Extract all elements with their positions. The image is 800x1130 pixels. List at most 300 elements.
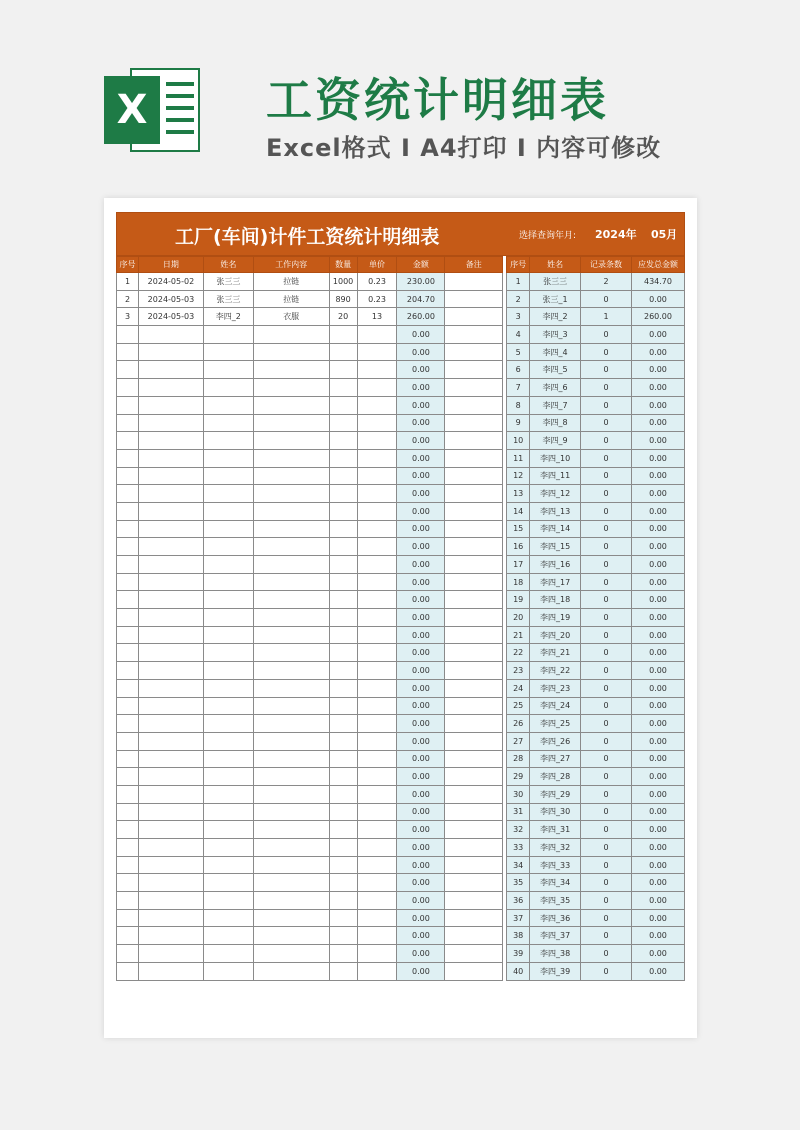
cell-qty-empty[interactable] — [329, 414, 357, 432]
summary-cell-name[interactable]: 李四_26 — [530, 732, 581, 750]
cell-date-empty[interactable] — [138, 502, 203, 520]
cell-price-empty[interactable] — [357, 768, 397, 786]
cell-date-empty[interactable] — [138, 697, 203, 715]
cell-name-empty[interactable] — [203, 803, 253, 821]
summary-cell-name[interactable]: 李四_18 — [530, 591, 581, 609]
cell-qty-empty[interactable] — [329, 326, 357, 344]
cell-note-empty[interactable] — [445, 644, 503, 662]
cell-qty-empty[interactable] — [329, 573, 357, 591]
cell-qty-empty[interactable] — [329, 785, 357, 803]
cell-qty-empty[interactable] — [329, 679, 357, 697]
summary-cell-name[interactable]: 李四_33 — [530, 856, 581, 874]
cell-no-empty[interactable] — [117, 697, 139, 715]
cell-amount[interactable]: 0.00 — [397, 715, 445, 733]
summary-cell-name[interactable]: 李四_13 — [530, 502, 581, 520]
cell-name-empty[interactable] — [203, 432, 253, 450]
summary-cell-total[interactable]: 260.00 — [631, 308, 684, 326]
cell-qty-empty[interactable] — [329, 803, 357, 821]
summary-cell-count[interactable]: 0 — [581, 449, 632, 467]
cell-amount[interactable]: 0.00 — [397, 697, 445, 715]
summary-cell-name[interactable]: 李四_37 — [530, 927, 581, 945]
summary-cell-count[interactable]: 0 — [581, 361, 632, 379]
summary-cell-no[interactable]: 20 — [507, 609, 530, 627]
summary-cell-name[interactable]: 李四_27 — [530, 750, 581, 768]
cell-note-empty[interactable] — [445, 874, 503, 892]
summary-cell-count[interactable]: 0 — [581, 467, 632, 485]
summary-cell-no[interactable]: 19 — [507, 591, 530, 609]
cell-amount[interactable]: 0.00 — [397, 662, 445, 680]
cell-price-empty[interactable] — [357, 874, 397, 892]
cell-amount[interactable]: 204.70 — [397, 290, 445, 308]
cell-date-empty[interactable] — [138, 892, 203, 910]
cell-qty-empty[interactable] — [329, 432, 357, 450]
summary-cell-total[interactable]: 0.00 — [631, 874, 684, 892]
summary-cell-total[interactable]: 0.00 — [631, 768, 684, 786]
cell-amount[interactable]: 0.00 — [397, 591, 445, 609]
summary-cell-name[interactable]: 李四_30 — [530, 803, 581, 821]
summary-cell-total[interactable]: 0.00 — [631, 962, 684, 980]
cell-note-empty[interactable] — [445, 609, 503, 627]
summary-cell-total[interactable]: 0.00 — [631, 520, 684, 538]
cell-amount[interactable]: 0.00 — [397, 573, 445, 591]
cell-amount[interactable]: 230.00 — [397, 273, 445, 291]
cell-name-empty[interactable] — [203, 856, 253, 874]
cell-no-empty[interactable] — [117, 821, 139, 839]
cell-work-empty[interactable] — [253, 856, 329, 874]
summary-cell-total[interactable]: 0.00 — [631, 326, 684, 344]
summary-cell-no[interactable]: 35 — [507, 874, 530, 892]
cell-note-empty[interactable] — [445, 785, 503, 803]
cell-name-empty[interactable] — [203, 644, 253, 662]
cell-no-empty[interactable] — [117, 962, 139, 980]
cell-date-empty[interactable] — [138, 803, 203, 821]
cell-no-empty[interactable] — [117, 573, 139, 591]
cell-work-empty[interactable] — [253, 326, 329, 344]
cell-note-empty[interactable] — [445, 485, 503, 503]
cell-date-empty[interactable] — [138, 449, 203, 467]
cell-note-empty[interactable] — [445, 502, 503, 520]
cell-amount[interactable]: 0.00 — [397, 379, 445, 397]
summary-cell-count[interactable]: 0 — [581, 290, 632, 308]
summary-cell-total[interactable]: 0.00 — [631, 679, 684, 697]
cell-amount[interactable]: 0.00 — [397, 467, 445, 485]
summary-cell-no[interactable]: 1 — [507, 273, 530, 291]
cell-name-empty[interactable] — [203, 662, 253, 680]
cell-amount[interactable]: 0.00 — [397, 432, 445, 450]
summary-cell-total[interactable]: 0.00 — [631, 785, 684, 803]
cell-work-empty[interactable] — [253, 679, 329, 697]
cell-amount[interactable]: 0.00 — [397, 326, 445, 344]
cell-name-empty[interactable] — [203, 679, 253, 697]
cell-amount[interactable]: 0.00 — [397, 892, 445, 910]
cell-no-empty[interactable] — [117, 556, 139, 574]
cell-date-empty[interactable] — [138, 467, 203, 485]
summary-cell-total[interactable]: 0.00 — [631, 626, 684, 644]
summary-cell-total[interactable]: 0.00 — [631, 856, 684, 874]
cell-price-empty[interactable] — [357, 679, 397, 697]
cell-note-empty[interactable] — [445, 856, 503, 874]
cell-price-empty[interactable] — [357, 644, 397, 662]
cell-qty-empty[interactable] — [329, 662, 357, 680]
cell-note-empty[interactable] — [445, 750, 503, 768]
cell-no-empty[interactable] — [117, 732, 139, 750]
cell-qty-empty[interactable] — [329, 361, 357, 379]
summary-cell-count[interactable]: 0 — [581, 414, 632, 432]
cell-name[interactable]: 张三三 — [203, 273, 253, 291]
summary-cell-no[interactable]: 16 — [507, 538, 530, 556]
cell-price-empty[interactable] — [357, 449, 397, 467]
cell-note-empty[interactable] — [445, 909, 503, 927]
cell-name-empty[interactable] — [203, 485, 253, 503]
cell-work-empty[interactable] — [253, 449, 329, 467]
cell-amount[interactable]: 0.00 — [397, 945, 445, 963]
summary-cell-count[interactable]: 0 — [581, 856, 632, 874]
cell-qty-empty[interactable] — [329, 768, 357, 786]
summary-cell-name[interactable]: 李四_15 — [530, 538, 581, 556]
cell-name-empty[interactable] — [203, 609, 253, 627]
summary-cell-total[interactable]: 0.00 — [631, 290, 684, 308]
cell-work-empty[interactable] — [253, 945, 329, 963]
summary-cell-total[interactable]: 0.00 — [631, 821, 684, 839]
cell-note-empty[interactable] — [445, 326, 503, 344]
cell-date-empty[interactable] — [138, 679, 203, 697]
cell-amount[interactable]: 0.00 — [397, 609, 445, 627]
cell-name-empty[interactable] — [203, 449, 253, 467]
summary-cell-name[interactable]: 李四_22 — [530, 662, 581, 680]
cell-no-empty[interactable] — [117, 856, 139, 874]
summary-cell-total[interactable]: 0.00 — [631, 485, 684, 503]
cell-note-empty[interactable] — [445, 520, 503, 538]
cell-no-empty[interactable] — [117, 449, 139, 467]
summary-cell-no[interactable]: 13 — [507, 485, 530, 503]
cell-price-empty[interactable] — [357, 379, 397, 397]
cell-price-empty[interactable] — [357, 502, 397, 520]
cell-date-empty[interactable] — [138, 909, 203, 927]
cell-work-empty[interactable] — [253, 839, 329, 857]
cell-date-empty[interactable] — [138, 556, 203, 574]
summary-cell-name[interactable]: 李四_24 — [530, 697, 581, 715]
summary-cell-no[interactable]: 27 — [507, 732, 530, 750]
cell-date-empty[interactable] — [138, 609, 203, 627]
cell-amount[interactable]: 0.00 — [397, 396, 445, 414]
cell-note-empty[interactable] — [445, 414, 503, 432]
cell-amount[interactable]: 0.00 — [397, 750, 445, 768]
cell-note-empty[interactable] — [445, 945, 503, 963]
cell-qty-empty[interactable] — [329, 856, 357, 874]
cell-no-empty[interactable] — [117, 379, 139, 397]
cell-name-empty[interactable] — [203, 768, 253, 786]
cell-date-empty[interactable] — [138, 927, 203, 945]
summary-cell-no[interactable]: 21 — [507, 626, 530, 644]
summary-cell-name[interactable]: 李四_23 — [530, 679, 581, 697]
cell-qty-empty[interactable] — [329, 556, 357, 574]
cell-price-empty[interactable] — [357, 343, 397, 361]
cell-date-empty[interactable] — [138, 432, 203, 450]
summary-cell-name[interactable]: 李四_9 — [530, 432, 581, 450]
cell-price-empty[interactable] — [357, 432, 397, 450]
cell-no-empty[interactable] — [117, 803, 139, 821]
cell-qty-empty[interactable] — [329, 750, 357, 768]
summary-cell-count[interactable]: 0 — [581, 343, 632, 361]
cell-no-empty[interactable] — [117, 502, 139, 520]
cell-note-empty[interactable] — [445, 343, 503, 361]
cell-date[interactable]: 2024-05-03 — [138, 290, 203, 308]
cell-work-empty[interactable] — [253, 379, 329, 397]
cell-amount[interactable]: 0.00 — [397, 803, 445, 821]
cell-no-empty[interactable] — [117, 626, 139, 644]
cell-price-empty[interactable] — [357, 609, 397, 627]
cell-name[interactable]: 李四_2 — [203, 308, 253, 326]
cell-qty-empty[interactable] — [329, 396, 357, 414]
cell-no-empty[interactable] — [117, 839, 139, 857]
cell-work-empty[interactable] — [253, 697, 329, 715]
summary-cell-count[interactable]: 0 — [581, 768, 632, 786]
summary-cell-no[interactable]: 30 — [507, 785, 530, 803]
summary-cell-count[interactable]: 0 — [581, 573, 632, 591]
cell-no-empty[interactable] — [117, 874, 139, 892]
cell-date-empty[interactable] — [138, 644, 203, 662]
cell-work-empty[interactable] — [253, 662, 329, 680]
summary-cell-no[interactable]: 10 — [507, 432, 530, 450]
summary-cell-no[interactable]: 14 — [507, 502, 530, 520]
summary-cell-no[interactable]: 40 — [507, 962, 530, 980]
cell-qty-empty[interactable] — [329, 467, 357, 485]
cell-work[interactable]: 拉链 — [253, 273, 329, 291]
cell-no-empty[interactable] — [117, 785, 139, 803]
summary-cell-count[interactable]: 1 — [581, 308, 632, 326]
cell-date-empty[interactable] — [138, 750, 203, 768]
summary-cell-name[interactable]: 张三三 — [530, 273, 581, 291]
cell-note-empty[interactable] — [445, 396, 503, 414]
summary-cell-no[interactable]: 2 — [507, 290, 530, 308]
summary-cell-no[interactable]: 26 — [507, 715, 530, 733]
cell-note[interactable] — [445, 290, 503, 308]
cell-date-empty[interactable] — [138, 573, 203, 591]
summary-cell-total[interactable]: 0.00 — [631, 644, 684, 662]
summary-cell-total[interactable]: 0.00 — [631, 556, 684, 574]
cell-qty-empty[interactable] — [329, 485, 357, 503]
cell-name-empty[interactable] — [203, 962, 253, 980]
cell-no-empty[interactable] — [117, 715, 139, 733]
cell-name-empty[interactable] — [203, 396, 253, 414]
summary-cell-count[interactable]: 0 — [581, 502, 632, 520]
cell-date[interactable]: 2024-05-03 — [138, 308, 203, 326]
cell-date[interactable]: 2024-05-02 — [138, 273, 203, 291]
cell-work-empty[interactable] — [253, 343, 329, 361]
summary-cell-name[interactable]: 李四_2 — [530, 308, 581, 326]
cell-name-empty[interactable] — [203, 839, 253, 857]
cell-no[interactable]: 3 — [117, 308, 139, 326]
cell-date-empty[interactable] — [138, 821, 203, 839]
summary-cell-name[interactable]: 李四_34 — [530, 874, 581, 892]
summary-cell-no[interactable]: 34 — [507, 856, 530, 874]
summary-cell-count[interactable]: 0 — [581, 945, 632, 963]
cell-note-empty[interactable] — [445, 573, 503, 591]
summary-cell-name[interactable]: 李四_10 — [530, 449, 581, 467]
cell-amount[interactable]: 0.00 — [397, 909, 445, 927]
cell-work-empty[interactable] — [253, 414, 329, 432]
cell-price-empty[interactable] — [357, 485, 397, 503]
cell-date-empty[interactable] — [138, 945, 203, 963]
summary-cell-total[interactable]: 0.00 — [631, 396, 684, 414]
cell-work-empty[interactable] — [253, 892, 329, 910]
cell-name[interactable]: 张三三 — [203, 290, 253, 308]
cell-note-empty[interactable] — [445, 379, 503, 397]
cell-note-empty[interactable] — [445, 892, 503, 910]
summary-cell-name[interactable]: 李四_11 — [530, 467, 581, 485]
summary-cell-name[interactable]: 李四_4 — [530, 343, 581, 361]
summary-cell-count[interactable]: 0 — [581, 485, 632, 503]
cell-price-empty[interactable] — [357, 520, 397, 538]
cell-note-empty[interactable] — [445, 821, 503, 839]
cell-date-empty[interactable] — [138, 414, 203, 432]
cell-name-empty[interactable] — [203, 626, 253, 644]
cell-price-empty[interactable] — [357, 732, 397, 750]
cell-name-empty[interactable] — [203, 414, 253, 432]
cell-work-empty[interactable] — [253, 909, 329, 927]
summary-cell-name[interactable]: 李四_20 — [530, 626, 581, 644]
cell-name-empty[interactable] — [203, 715, 253, 733]
cell-price-empty[interactable] — [357, 856, 397, 874]
cell-name-empty[interactable] — [203, 502, 253, 520]
summary-cell-no[interactable]: 39 — [507, 945, 530, 963]
cell-date-empty[interactable] — [138, 626, 203, 644]
cell-note-empty[interactable] — [445, 432, 503, 450]
cell-price-empty[interactable] — [357, 626, 397, 644]
cell-price-empty[interactable] — [357, 573, 397, 591]
cell-note-empty[interactable] — [445, 556, 503, 574]
cell-date-empty[interactable] — [138, 874, 203, 892]
summary-cell-total[interactable]: 0.00 — [631, 909, 684, 927]
cell-no-empty[interactable] — [117, 414, 139, 432]
cell-amount[interactable]: 0.00 — [397, 449, 445, 467]
cell-note-empty[interactable] — [445, 662, 503, 680]
summary-cell-total[interactable]: 0.00 — [631, 732, 684, 750]
cell-price-empty[interactable] — [357, 414, 397, 432]
cell-name-empty[interactable] — [203, 945, 253, 963]
cell-price-empty[interactable] — [357, 538, 397, 556]
cell-date-empty[interactable] — [138, 538, 203, 556]
cell-date-empty[interactable] — [138, 715, 203, 733]
cell-amount[interactable]: 0.00 — [397, 414, 445, 432]
cell-price-empty[interactable] — [357, 556, 397, 574]
summary-cell-total[interactable]: 0.00 — [631, 715, 684, 733]
cell-amount[interactable]: 0.00 — [397, 839, 445, 857]
cell-name-empty[interactable] — [203, 538, 253, 556]
cell-name-empty[interactable] — [203, 909, 253, 927]
cell-qty-empty[interactable] — [329, 644, 357, 662]
cell-price-empty[interactable] — [357, 803, 397, 821]
cell-work-empty[interactable] — [253, 485, 329, 503]
cell-price-empty[interactable] — [357, 326, 397, 344]
summary-cell-count[interactable]: 0 — [581, 644, 632, 662]
cell-no-empty[interactable] — [117, 485, 139, 503]
cell-price-empty[interactable] — [357, 750, 397, 768]
summary-cell-total[interactable]: 0.00 — [631, 379, 684, 397]
summary-cell-count[interactable]: 0 — [581, 803, 632, 821]
summary-cell-no[interactable]: 22 — [507, 644, 530, 662]
summary-cell-count[interactable]: 0 — [581, 750, 632, 768]
summary-cell-total[interactable]: 0.00 — [631, 803, 684, 821]
summary-cell-count[interactable]: 0 — [581, 874, 632, 892]
summary-cell-name[interactable]: 李四_36 — [530, 909, 581, 927]
summary-cell-total[interactable]: 0.00 — [631, 892, 684, 910]
summary-cell-count[interactable]: 0 — [581, 697, 632, 715]
cell-amount[interactable]: 0.00 — [397, 485, 445, 503]
cell-date-empty[interactable] — [138, 839, 203, 857]
cell-amount[interactable]: 0.00 — [397, 679, 445, 697]
cell-name-empty[interactable] — [203, 874, 253, 892]
summary-cell-count[interactable]: 0 — [581, 379, 632, 397]
cell-date-empty[interactable] — [138, 520, 203, 538]
summary-cell-name[interactable]: 李四_5 — [530, 361, 581, 379]
cell-price-empty[interactable] — [357, 839, 397, 857]
cell-price-empty[interactable] — [357, 591, 397, 609]
cell-date-empty[interactable] — [138, 732, 203, 750]
cell-name-empty[interactable] — [203, 697, 253, 715]
cell-note-empty[interactable] — [445, 467, 503, 485]
summary-cell-name[interactable]: 李四_8 — [530, 414, 581, 432]
summary-cell-no[interactable]: 37 — [507, 909, 530, 927]
cell-price-empty[interactable] — [357, 697, 397, 715]
cell-name-empty[interactable] — [203, 927, 253, 945]
cell-note-empty[interactable] — [445, 591, 503, 609]
cell-qty-empty[interactable] — [329, 379, 357, 397]
summary-cell-name[interactable]: 李四_19 — [530, 609, 581, 627]
cell-work-empty[interactable] — [253, 821, 329, 839]
cell-work-empty[interactable] — [253, 556, 329, 574]
summary-cell-total[interactable]: 0.00 — [631, 467, 684, 485]
summary-cell-name[interactable]: 李四_28 — [530, 768, 581, 786]
summary-cell-count[interactable]: 0 — [581, 609, 632, 627]
cell-qty-empty[interactable] — [329, 892, 357, 910]
cell-price[interactable]: 13 — [357, 308, 397, 326]
cell-note-empty[interactable] — [445, 697, 503, 715]
cell-price-empty[interactable] — [357, 927, 397, 945]
summary-cell-name[interactable]: 李四_25 — [530, 715, 581, 733]
summary-cell-total[interactable]: 0.00 — [631, 927, 684, 945]
cell-note[interactable] — [445, 273, 503, 291]
cell-no-empty[interactable] — [117, 538, 139, 556]
cell-note-empty[interactable] — [445, 839, 503, 857]
cell-amount[interactable]: 0.00 — [397, 785, 445, 803]
summary-cell-total[interactable]: 0.00 — [631, 538, 684, 556]
cell-work-empty[interactable] — [253, 467, 329, 485]
cell-work-empty[interactable] — [253, 732, 329, 750]
summary-cell-count[interactable]: 0 — [581, 591, 632, 609]
cell-price-empty[interactable] — [357, 467, 397, 485]
summary-cell-name[interactable]: 李四_38 — [530, 945, 581, 963]
cell-date-empty[interactable] — [138, 591, 203, 609]
cell-name-empty[interactable] — [203, 361, 253, 379]
summary-cell-count[interactable]: 0 — [581, 326, 632, 344]
cell-work-empty[interactable] — [253, 644, 329, 662]
summary-cell-no[interactable]: 15 — [507, 520, 530, 538]
summary-cell-name[interactable]: 张三_1 — [530, 290, 581, 308]
cell-qty-empty[interactable] — [329, 909, 357, 927]
cell-qty-empty[interactable] — [329, 591, 357, 609]
cell-qty[interactable]: 20 — [329, 308, 357, 326]
cell-price-empty[interactable] — [357, 361, 397, 379]
cell-work-empty[interactable] — [253, 361, 329, 379]
summary-cell-name[interactable]: 李四_16 — [530, 556, 581, 574]
cell-no-empty[interactable] — [117, 768, 139, 786]
cell-work-empty[interactable] — [253, 874, 329, 892]
summary-cell-total[interactable]: 0.00 — [631, 361, 684, 379]
cell-date-empty[interactable] — [138, 326, 203, 344]
cell-no-empty[interactable] — [117, 644, 139, 662]
cell-note-empty[interactable] — [445, 927, 503, 945]
